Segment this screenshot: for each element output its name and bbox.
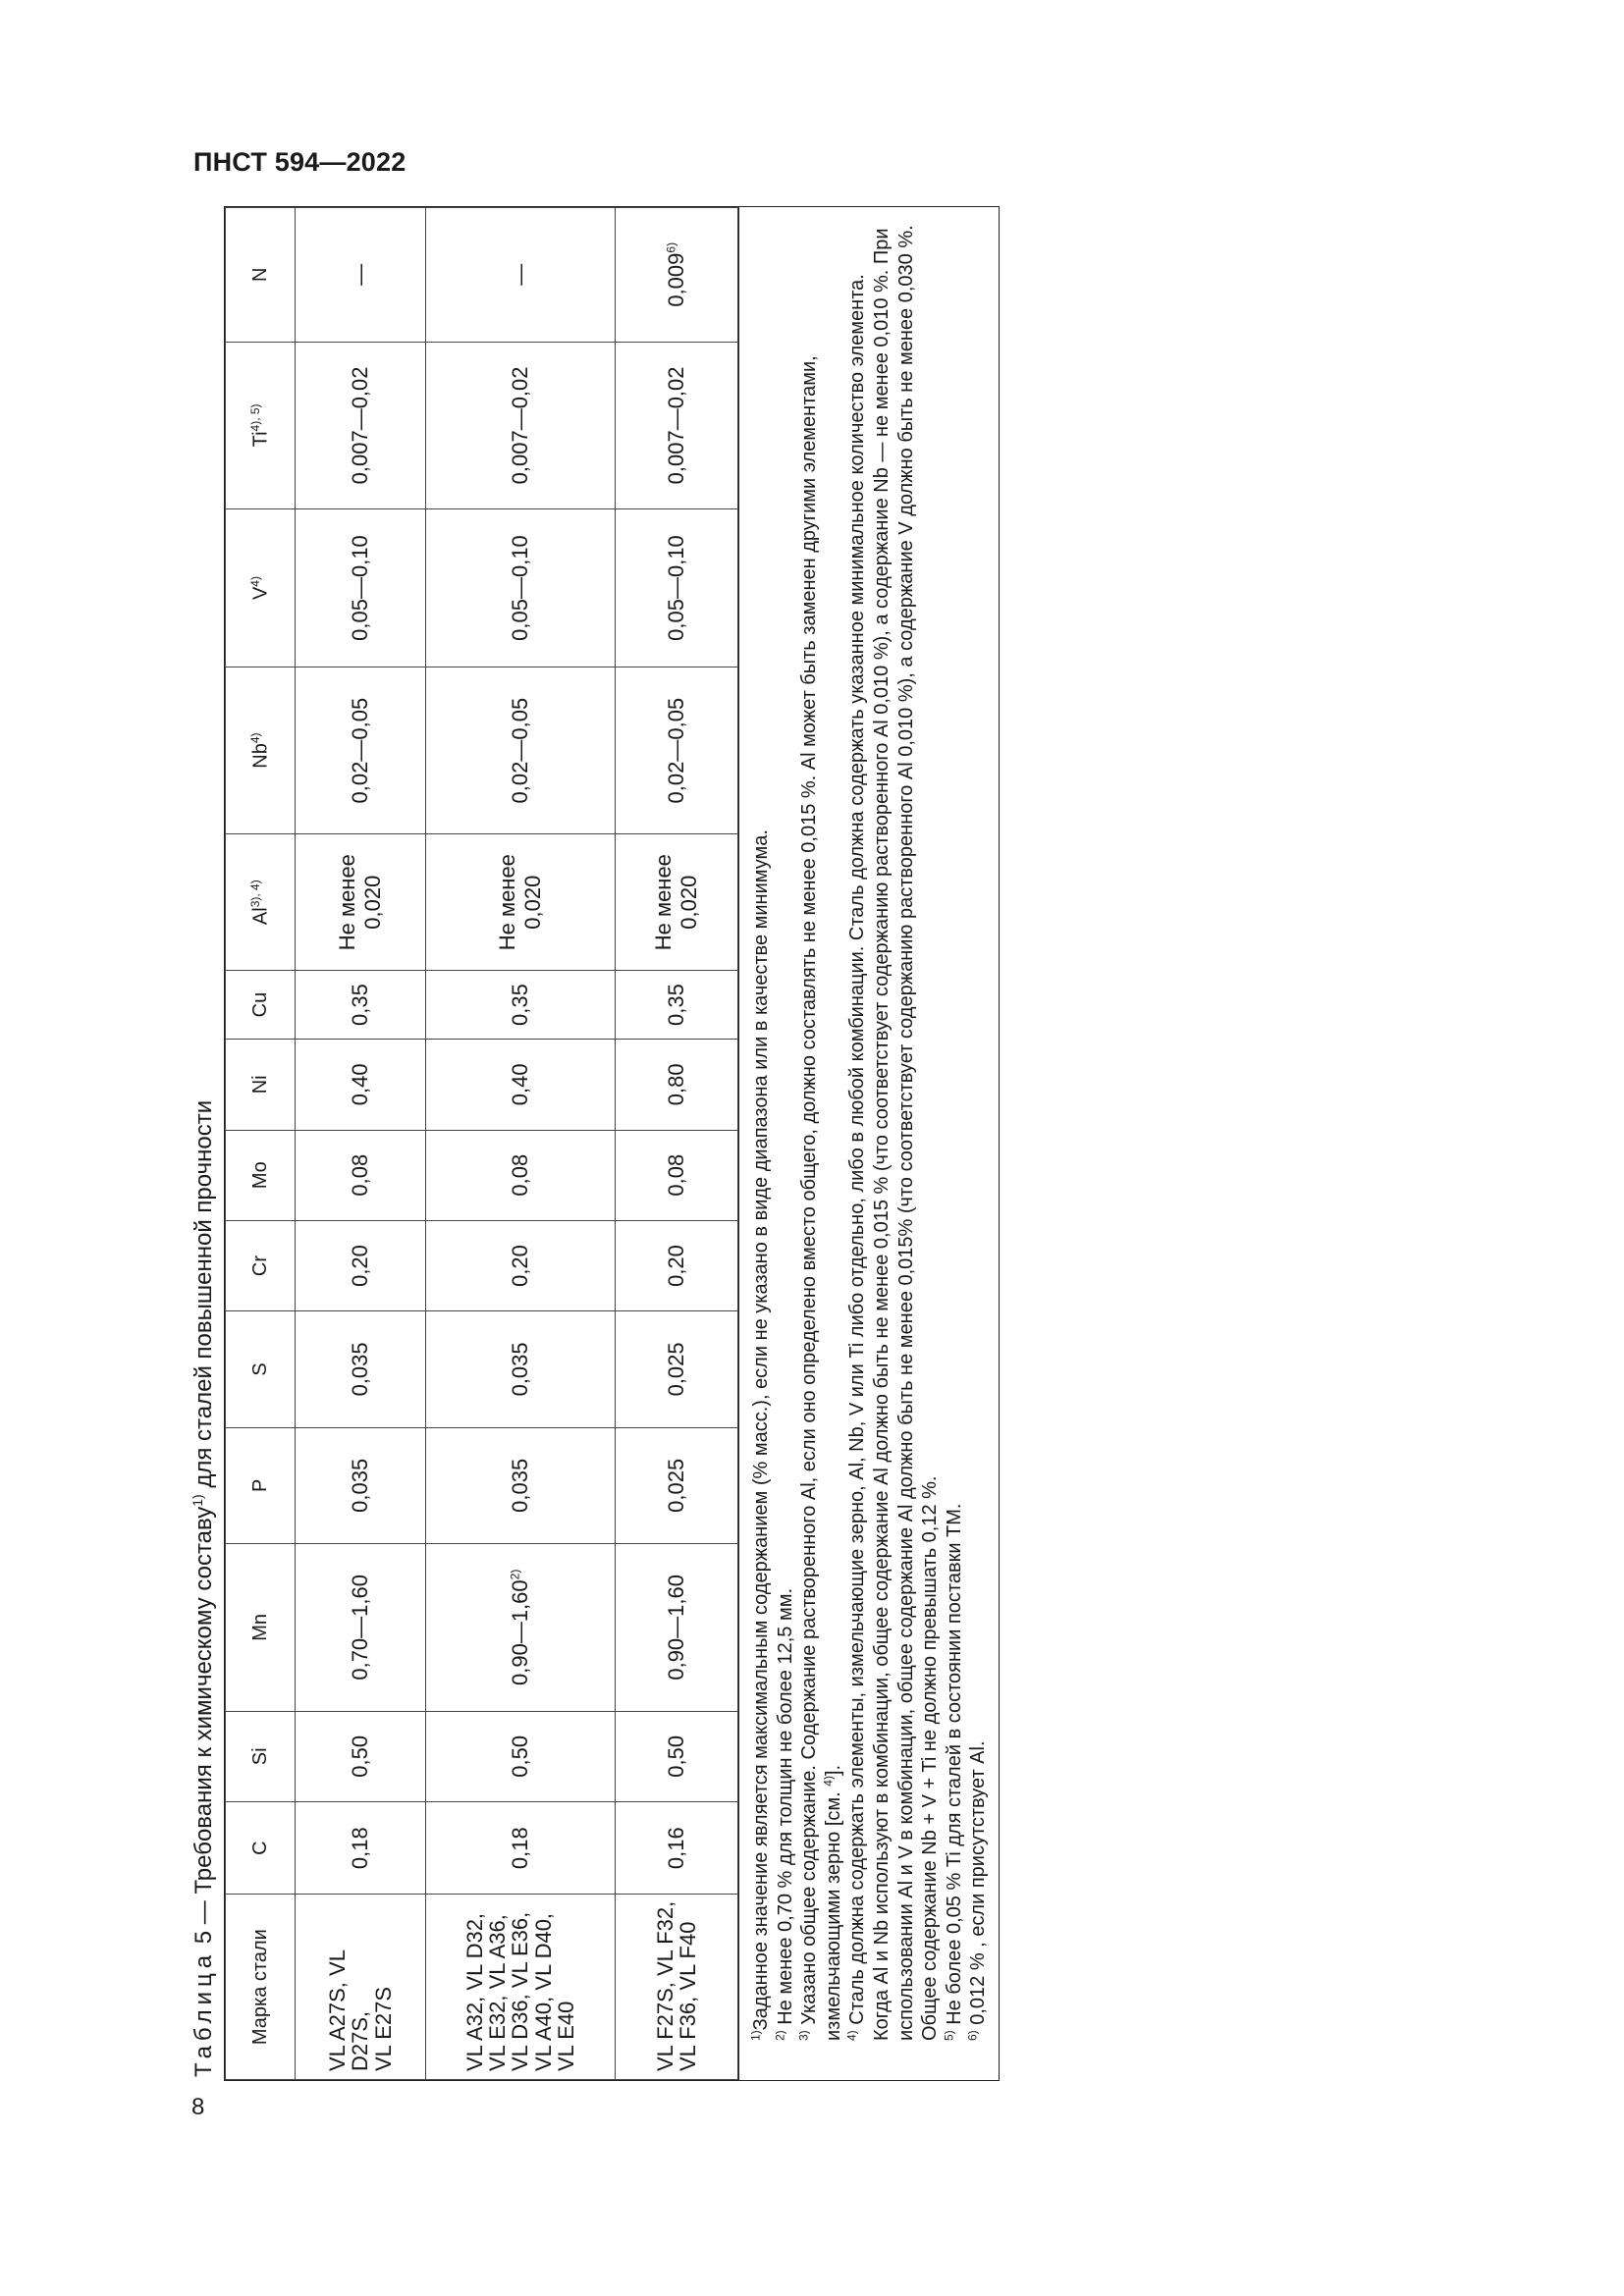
table-row [426,208,616,2080]
table-caption [185,206,224,2081]
column-header: Mo [226,1130,296,1220]
caption-note-ref: 1) [189,1494,205,1507]
cell-nb: 0,02—0,05 [296,667,426,834]
cell-mn: 0,90—1,60 [616,1544,738,1712]
cell-cr: 0,20 [296,1220,426,1310]
cell-s: 0,035 [296,1311,426,1427]
cell-c: 0,16 [616,1801,738,1894]
cell-v: 0,05—0,10 [616,509,738,667]
cell-cr: 0,20 [616,1220,738,1310]
cell-c: 0,18 [296,1801,426,1894]
cell-n: 0,009$^{6)}$ [616,208,738,343]
cell-s: 0,025 [616,1311,738,1427]
cell-p: 0,035 [426,1427,616,1543]
table-header-row [226,208,296,2080]
cell-ni: 0,40 [426,1040,616,1130]
cell-n: — [426,208,616,343]
column-header: $V^{4)}$ [226,509,296,667]
page-number: 8 [191,2094,205,2120]
cell-nb: 0,02—0,05 [616,667,738,834]
cell-cu: 0,35 [296,970,426,1039]
cell-al: Не менее 0,020 [616,834,738,971]
cell-ti: 0,007—0,02 [296,342,426,509]
column-header: $Al^{3), 4)}$ [226,834,296,971]
footnote-2: $^{2)}$ Не менее 0,70 % для толщин не более 12,5 мм. [772,1587,796,2041]
table-row [616,208,738,2080]
column-header: Mn [226,1544,296,1712]
rotated-table-block [185,206,1000,2081]
caption-word: Таблица [190,1949,217,2077]
steel-grade-cell: VL F27S, VL F32, VL F36, VL F40 [616,1895,738,2080]
table-footnotes [738,207,999,2080]
column-header: Nb$^{4)}$ [226,667,296,834]
steel-grade-cell: VL A27S, VL D27S, VL E27S [296,1895,426,2080]
cell-ti: 0,007—0,02 [616,342,738,509]
footnote-5: $^{5)}$ Не более 0,05 % Ti для сталей в состоянии поставки ТМ. [942,1503,965,2041]
footnote-4: $^{4)}$ Сталь должна содержать элементы, измельчающие зерно, Al, Nb, V или Ti либо отдельно, либо в любой комбинации. Сталь должна содержать указанное минимальное количество элемента. Когда Al и Nb используют в комбинации, общее содержание Al должно быть не менее 0,015 % (что соответствует содержанию растворенного Al 0,010 %), а содержание Nb — не менее 0,010 %. При использовании Al и V в комбинации, общее содержание Al должно быть не менее 0,015% (что соответствует содержанию растворенного Al 0,010 %), а содержание V должно быть не менее 0,030 %. Общее содержание Nb + V + Ti не должно превышать 0,12 %. [844,225,942,2041]
footnote-6: $^{6)}$ 0,012 % , если присутствует Al. [965,1740,990,2041]
cell-mo: 0,08 [426,1130,616,1220]
cell-p: 0,025 [616,1427,738,1543]
cell-mn: 0,90—1,60$^{2)}$ [426,1544,616,1712]
column-header: N [226,208,296,343]
cell-c: 0,18 [426,1801,616,1894]
steel-grade-cell: VL A32, VL D32, VL E32, VL A36, VL D36, VL E36, VL A40, VL D40, VL E40 [426,1895,616,2080]
cell-nb: 0,02—0,05 [426,667,616,834]
footnote-3: $^{3)}$ Указано общее содержание. Содержание растворенного Al, если оно определено вместо общего, должно составлять не менее 0,015 %. Al может быть заменен другими элементами, измельчающими зерно [см. $^{4)}$]. [796,355,844,2041]
cell-mo: 0,08 [296,1130,426,1220]
standard-id-header: ПНСТ 594—2022 [193,147,406,177]
cell-si: 0,50 [426,1711,616,1801]
cell-v: 0,05—0,10 [426,509,616,667]
column-header: C [226,1801,296,1894]
cell-ti: 0,007—0,02 [426,342,616,509]
column-header: Ni [226,1040,296,1130]
caption-text-b: для сталей повышенной прочности [190,1099,217,1495]
caption-text-a: — Требования к химическому составу [190,1506,217,1931]
cell-al: Не менее 0,020 [426,834,616,971]
column-header: $Ti^{4), 5)}$ [226,342,296,509]
cell-si: 0,50 [616,1711,738,1801]
cell-v: 0,05—0,10 [296,509,426,667]
cell-si: 0,50 [296,1711,426,1801]
cell-s: 0,035 [426,1311,616,1427]
table-row [296,208,426,2080]
cell-ni: 0,80 [616,1040,738,1130]
cell-p: 0,035 [296,1427,426,1543]
column-header: S [226,1311,296,1427]
column-header: Марка стали [226,1895,296,2080]
column-header: P [226,1427,296,1543]
cell-al: Не менее 0,020 [296,834,426,971]
table-frame [224,206,1000,2081]
cell-cu: 0,35 [616,970,738,1039]
cell-mo: 0,08 [616,1130,738,1220]
footnote-1: $^{1)}$Заданное значение является максимальным содержанием (% масс.), если не указано в виде диапазона или в качестве минимума. [748,829,772,2041]
caption-number: 5 [190,1930,217,1945]
cell-cr: 0,20 [426,1220,616,1310]
column-header: Cu [226,970,296,1039]
cell-cu: 0,35 [426,970,616,1039]
column-header: Si [226,1711,296,1801]
column-header: Cr [226,1220,296,1310]
cell-ni: 0,40 [296,1040,426,1130]
chemical-composition-table [225,207,738,2080]
cell-mn: 0,70—1,60 [296,1544,426,1712]
cell-n: — [296,208,426,343]
